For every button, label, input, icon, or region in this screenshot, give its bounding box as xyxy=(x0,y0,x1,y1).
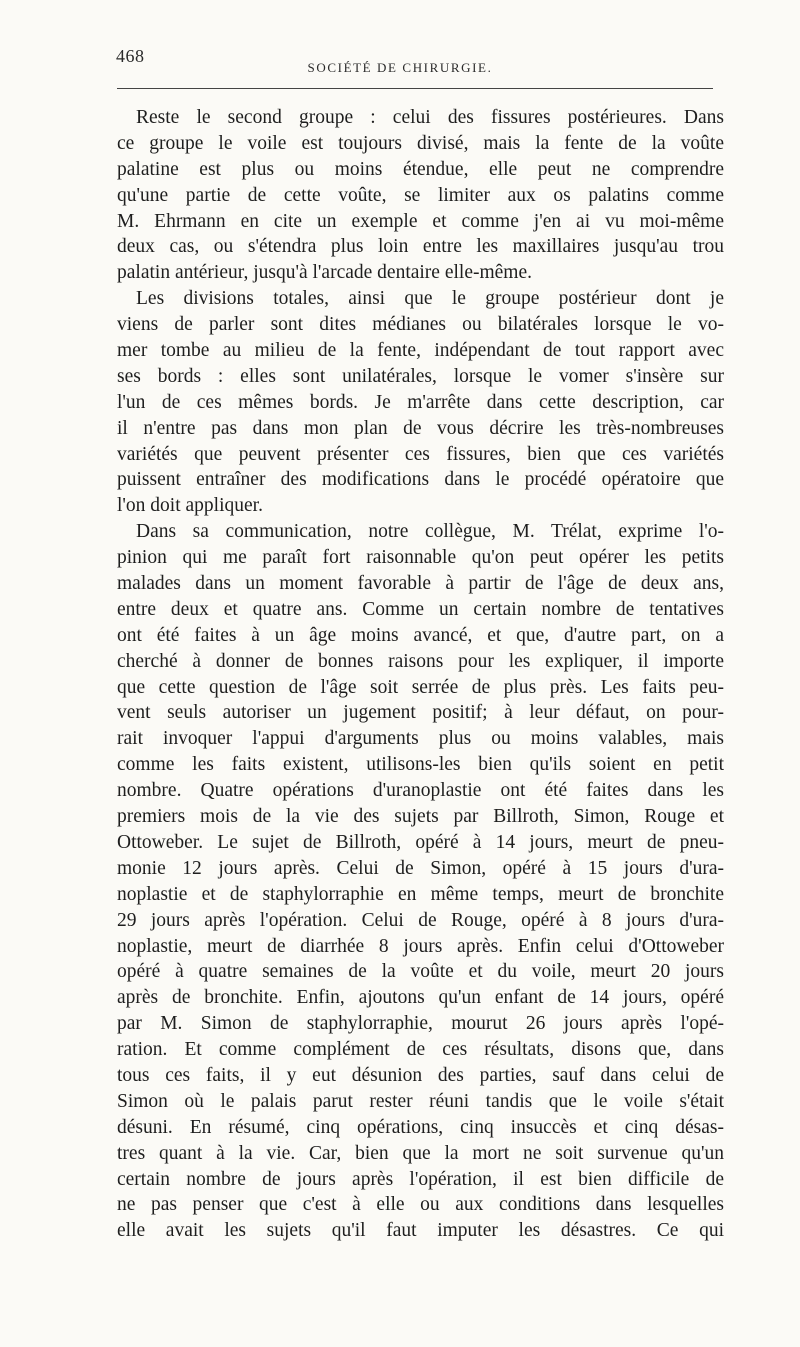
text-line: opéré à quatre semaines de la voûte et du voile, meurt 20 jours xyxy=(117,961,724,983)
text-line: viens de parler sont dites médianes ou bilatérales lorsque le vo- xyxy=(117,314,724,336)
text-line: ne pas penser que c'est à elle ou aux conditions dans lesquelles xyxy=(117,1194,724,1216)
text-line: Simon où le palais parut rester réuni tandis que le voile s'était xyxy=(117,1090,724,1112)
text-line: M. Ehrmann en cite un exemple et comme j'en ai vu moi-même xyxy=(117,210,724,232)
text-line: désuni. En résumé, cinq opérations, cinq insuccès et cinq désas- xyxy=(117,1116,724,1138)
text-line: Reste le second groupe : celui des fissures postérieures. Dans xyxy=(136,107,724,128)
text-line: noplastie et de staphylorraphie en même temps, meurt de bronchite xyxy=(117,883,724,905)
text-line: monie 12 jours après. Celui de Simon, opéré à 15 jours d'ura- xyxy=(117,857,724,879)
page-number: 468 xyxy=(116,46,145,66)
body-text xyxy=(117,105,724,1244)
text-line: que cette question de l'âge soit serrée de plus près. Les faits peu- xyxy=(117,676,724,698)
text-line: qu'une partie de cette voûte, se limiter aux os palatins comme xyxy=(117,184,724,206)
text-line: par M. Simon de staphylorraphie, mourut 26 jours après l'opé- xyxy=(117,1013,724,1035)
text-line: variétés que peuvent présenter ces fissures, bien que ces variétés xyxy=(117,443,724,465)
text-line: tous ces faits, il y eut désunion des parties, sauf dans celui de xyxy=(117,1064,724,1086)
text-line: Ottoweber. Le sujet de Billroth, opéré à 14 jours, meurt de pneu- xyxy=(117,831,724,853)
text-line: rait invoquer l'appui d'arguments plus ou moins valables, mais xyxy=(117,728,724,750)
text-line: premiers mois de la vie des sujets par Billroth, Simon, Rouge et xyxy=(117,806,724,828)
text-line: elle avait les sujets qu'il faut imputer les désastres. Ce qui xyxy=(117,1220,724,1242)
text-line: vent seuls autoriser un jugement positif; à leur défaut, on pour- xyxy=(117,702,724,724)
text-line: noplastie, meurt de diarrhée 8 jours après. Enfin celui d'Ottoweber xyxy=(117,935,724,957)
text-line: ont été faites à un âge moins avancé, et que, d'autre part, on a xyxy=(117,624,724,646)
text-line: puissent entraîner des modifications dans le procédé opératoire que xyxy=(117,469,724,491)
text-line: pinion qui me paraît fort raisonnable qu'on peut opérer les petits xyxy=(117,547,724,569)
text-line: mer tombe au milieu de la fente, indépendant de tout rapport avec xyxy=(117,340,724,362)
paragraph-fissures-posterieures xyxy=(117,105,724,286)
text-line: nombre. Quatre opérations d'uranoplastie ont été faites dans les xyxy=(117,780,724,802)
text-line: malades dans un moment favorable à partir de l'âge de deux ans, xyxy=(117,573,724,595)
paragraph-divisions-totales xyxy=(117,286,724,519)
text-line: Les divisions totales, ainsi que le groupe postérieur dont je xyxy=(136,288,724,310)
text-line: palatin antérieur, jusqu'à l'arcade dentaire elle-même. xyxy=(117,262,532,284)
paragraph-communication-trelat xyxy=(117,519,724,1244)
text-line: l'un de ces mêmes bords. Je m'arrête dans cette description, car xyxy=(117,391,724,413)
text-line: l'on doit appliquer. xyxy=(117,495,263,517)
text-line: palatine est plus ou moins étendue, elle peut ne comprendre xyxy=(117,158,724,180)
header-rule xyxy=(117,88,713,89)
text-line: cherché à donner de bonnes raisons pour les expliquer, il importe xyxy=(117,650,724,672)
text-line: comme les faits existent, utilisons-les bien qu'ils soient en petit xyxy=(117,754,724,776)
text-line: ses bords : elles sont unilatérales, lorsque le vomer s'insère sur xyxy=(117,365,724,387)
text-line: Dans sa communication, notre collègue, M. Trélat, exprime l'o- xyxy=(136,521,724,543)
text-line: ce groupe le voile est toujours divisé, mais la fente de la voûte xyxy=(117,132,724,154)
text-line: 29 jours après l'opération. Celui de Rouge, opéré à 8 jours d'ura- xyxy=(117,909,724,931)
text-line: certain nombre de jours après l'opération, il est bien difficile de xyxy=(117,1168,724,1190)
text-line: entre deux et quatre ans. Comme un certain nombre de tentatives xyxy=(117,598,724,620)
running-head: SOCIÉTÉ DE CHIRURGIE. xyxy=(307,60,493,75)
text-line: tres quant à la vie. Car, bien que la mort ne soit survenue qu'un xyxy=(117,1142,724,1164)
text-line: ration. Et comme complément de ces résultats, disons que, dans xyxy=(117,1039,724,1061)
text-line: il n'entre pas dans mon plan de vous décrire les très-nombreuses xyxy=(117,417,724,439)
text-line: deux cas, ou s'étendra plus loin entre les maxillaires jusqu'au trou xyxy=(117,236,724,258)
text-line: après de bronchite. Enfin, ajoutons qu'un enfant de 14 jours, opéré xyxy=(117,987,724,1009)
